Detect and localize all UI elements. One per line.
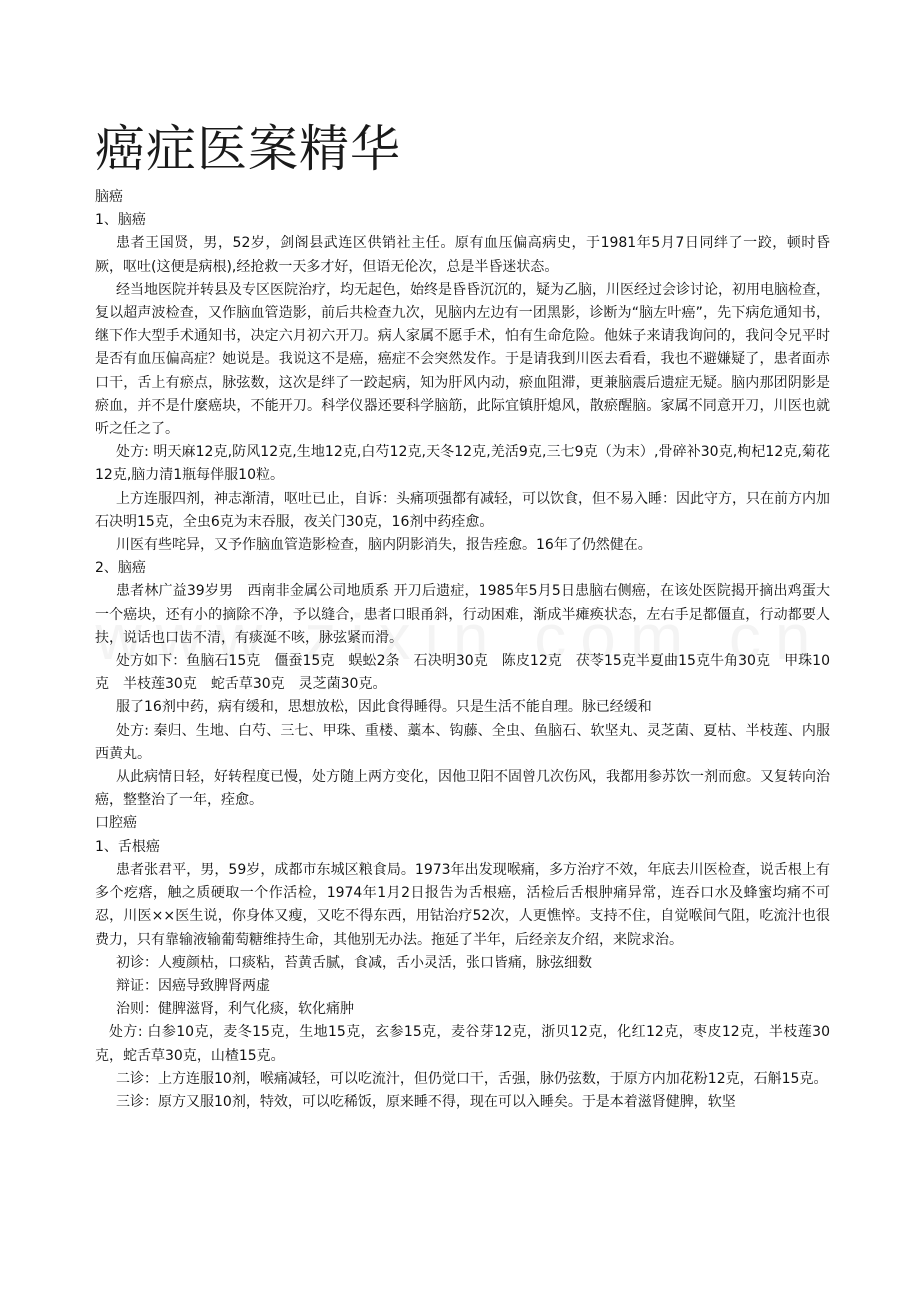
- paragraph: 服了16剂中药，病有缓和，思想放松，因此食得睡得。只是生活不能自理。脉已经缓和: [116, 699, 652, 716]
- paragraph: 三诊：原方又服10剂，特效，可以吃稀饭，原来睡不得，现在可以入睡矣。于是本着滋肾健脾，软坚: [116, 1093, 736, 1110]
- case-heading: 1、脑癌: [95, 212, 146, 229]
- paragraph: 上方连服四剂，神志渐清，呕吐已止，自诉：头痛项强都有减轻，可以饮食，但不易入睡：因此守方，只在前方内加石决明15克，全虫6克为末吞服，夜关门30克，16剂中药痊愈。: [95, 490, 830, 530]
- prescription-paragraph: 处方: 秦归、生地、白芍、三七、甲珠、重楼、藁本、钩藤、全虫、鱼脑石、软坚丸、灵芝菌、夏枯、半枝莲、内服西黄丸。: [95, 722, 830, 762]
- case-heading: 2、脑癌: [95, 560, 146, 577]
- paragraph: 患者张君平，男，59岁，成都市东城区粮食局。1973年出发现喉痛，多方治疗不效，年底去川医检查，说舌根上有多个疙瘩，触之质硬取一个作活检，1974年1月2日报告为舌根癌，活检后舌根肿痛异常，连吞口水及蜂蜜均痛不可忍，川医××医生说，你身体又瘦，又吃不得东西，用钴治疗52次，人更憔悴。支持不住，自觉喉间气阻，吃流汁也很费力，只有靠输液输葡萄糖维持生命，其他别无办法。拖延了半年，后经亲友介绍，来院求治。: [95, 861, 830, 948]
- paragraph: 患者林广益39岁男 西南非金属公司地质系 开刀后遗症，1985年5月5日患脑右侧癌，在该处医院揭开摘出鸡蛋大一个癌块，还有小的摘除不净，予以缝合，患者口眼甬斜，行动困难，渐成半瘫痪状态，左右手足都僵直，行动都要人扶，说话也口齿不清，有痰涎不咳，脉弦紧而滑。: [95, 583, 830, 646]
- paragraph: 从此病情日轻，好转程度已慢，处方随上两方变化，因他卫阳不固曾几次伤风，我都用参苏饮一剂而愈。又复转向治癌，整整治了一年，痊愈。: [95, 769, 830, 809]
- case-heading: 1、舌根癌: [95, 838, 160, 855]
- document-title: 癌症医案精华: [95, 120, 401, 178]
- document-page: [95, 112, 830, 1114]
- section-heading: 脑癌: [95, 189, 123, 205]
- prescription-paragraph: 处方如下：鱼脑石15克 僵蚕15克 蜈蚣2条 石决明30克 陈皮12克 茯苓15克半夏曲15克牛角30克 甲珠10克 半枝莲30克 蛇舌草30克 灵芝菌30克。: [95, 653, 830, 693]
- paragraph: 二诊：上方连服10剂，喉痛减轻，可以吃流汁，但仍觉口干，舌强，脉仍弦数，于原方内加花粉12克，石斛15克。: [116, 1070, 828, 1087]
- paragraph: 经当地医院并转县及专区医院治疗，均无起色，始终是昏昏沉沉的，疑为乙脑，川医经过会诊讨论，初用电脑检查，复以超声波检查，又作脑血管造影，前后共检查九次，见脑内左边有一团黑影，诊断为“脑左叶癌”，先下病危通知书，继下作大型手术通知书，决定六月初六开刀。病人家属不愿手术，怕有生命危险。他妹子来请我询问的，我问令兄平时是否有血压偏高症？她说是。我说这不是癌，癌症不会突然发作。于是请我到川医去看看，我也不避嫌疑了，患者面赤口干，舌上有瘀点，脉弦数，这次是绊了一跤起病，知为肝风内动，瘀血阻滞，更兼脑震后遗症无疑。脑内那团阴影是瘀血，并不是什麼癌块，不能开刀。科学仪器还要科学脑筋，此际宜镇肝熄风，散瘀醒脑。家属不同意开刀，川医也就听之任之了。: [95, 281, 830, 438]
- prescription-paragraph: 处方: 白参10克，麦冬15克，生地15克，玄参15克，麦谷芽12克，浙贝12克，化红12克，枣皮12克，半枝莲30克，蛇舌草30克，山楂15克。: [95, 1024, 830, 1064]
- paragraph: 患者王国贤，男，52岁，剑阁县武连区供销社主任。原有血压偏高病史，于1981年5月7日同绊了一跤，顿时昏厥，呕吐(这便是病根),经抢救一天多才好，但语无伦次，总是半昏迷状态。: [95, 235, 830, 275]
- paragraph: 初诊：人瘦颜枯，口痰粘，苔黄舌腻，食减，舌小灵活，张口皆痛，脉弦细数: [116, 954, 592, 971]
- section-heading: 口腔癌: [95, 815, 137, 832]
- paragraph: 治则：健脾滋肾，利气化痰，软化痛肿: [116, 1001, 354, 1018]
- paragraph: 川医有些咤异，又予作脑血管造影检查，脑内阴影消失，报告痊愈。16年了仍然健在。: [116, 537, 652, 554]
- paragraph: 辩证：因癌导致脾肾两虚: [116, 977, 270, 994]
- prescription-paragraph: 处方: 明天麻12克,防风12克,生地12克,白芍12克,天冬12克,羌活9克,三七9克（为末）,骨碎补30克,枸杞12克,菊花12克,脑力清1瓶每伴服10粒。: [95, 444, 830, 484]
